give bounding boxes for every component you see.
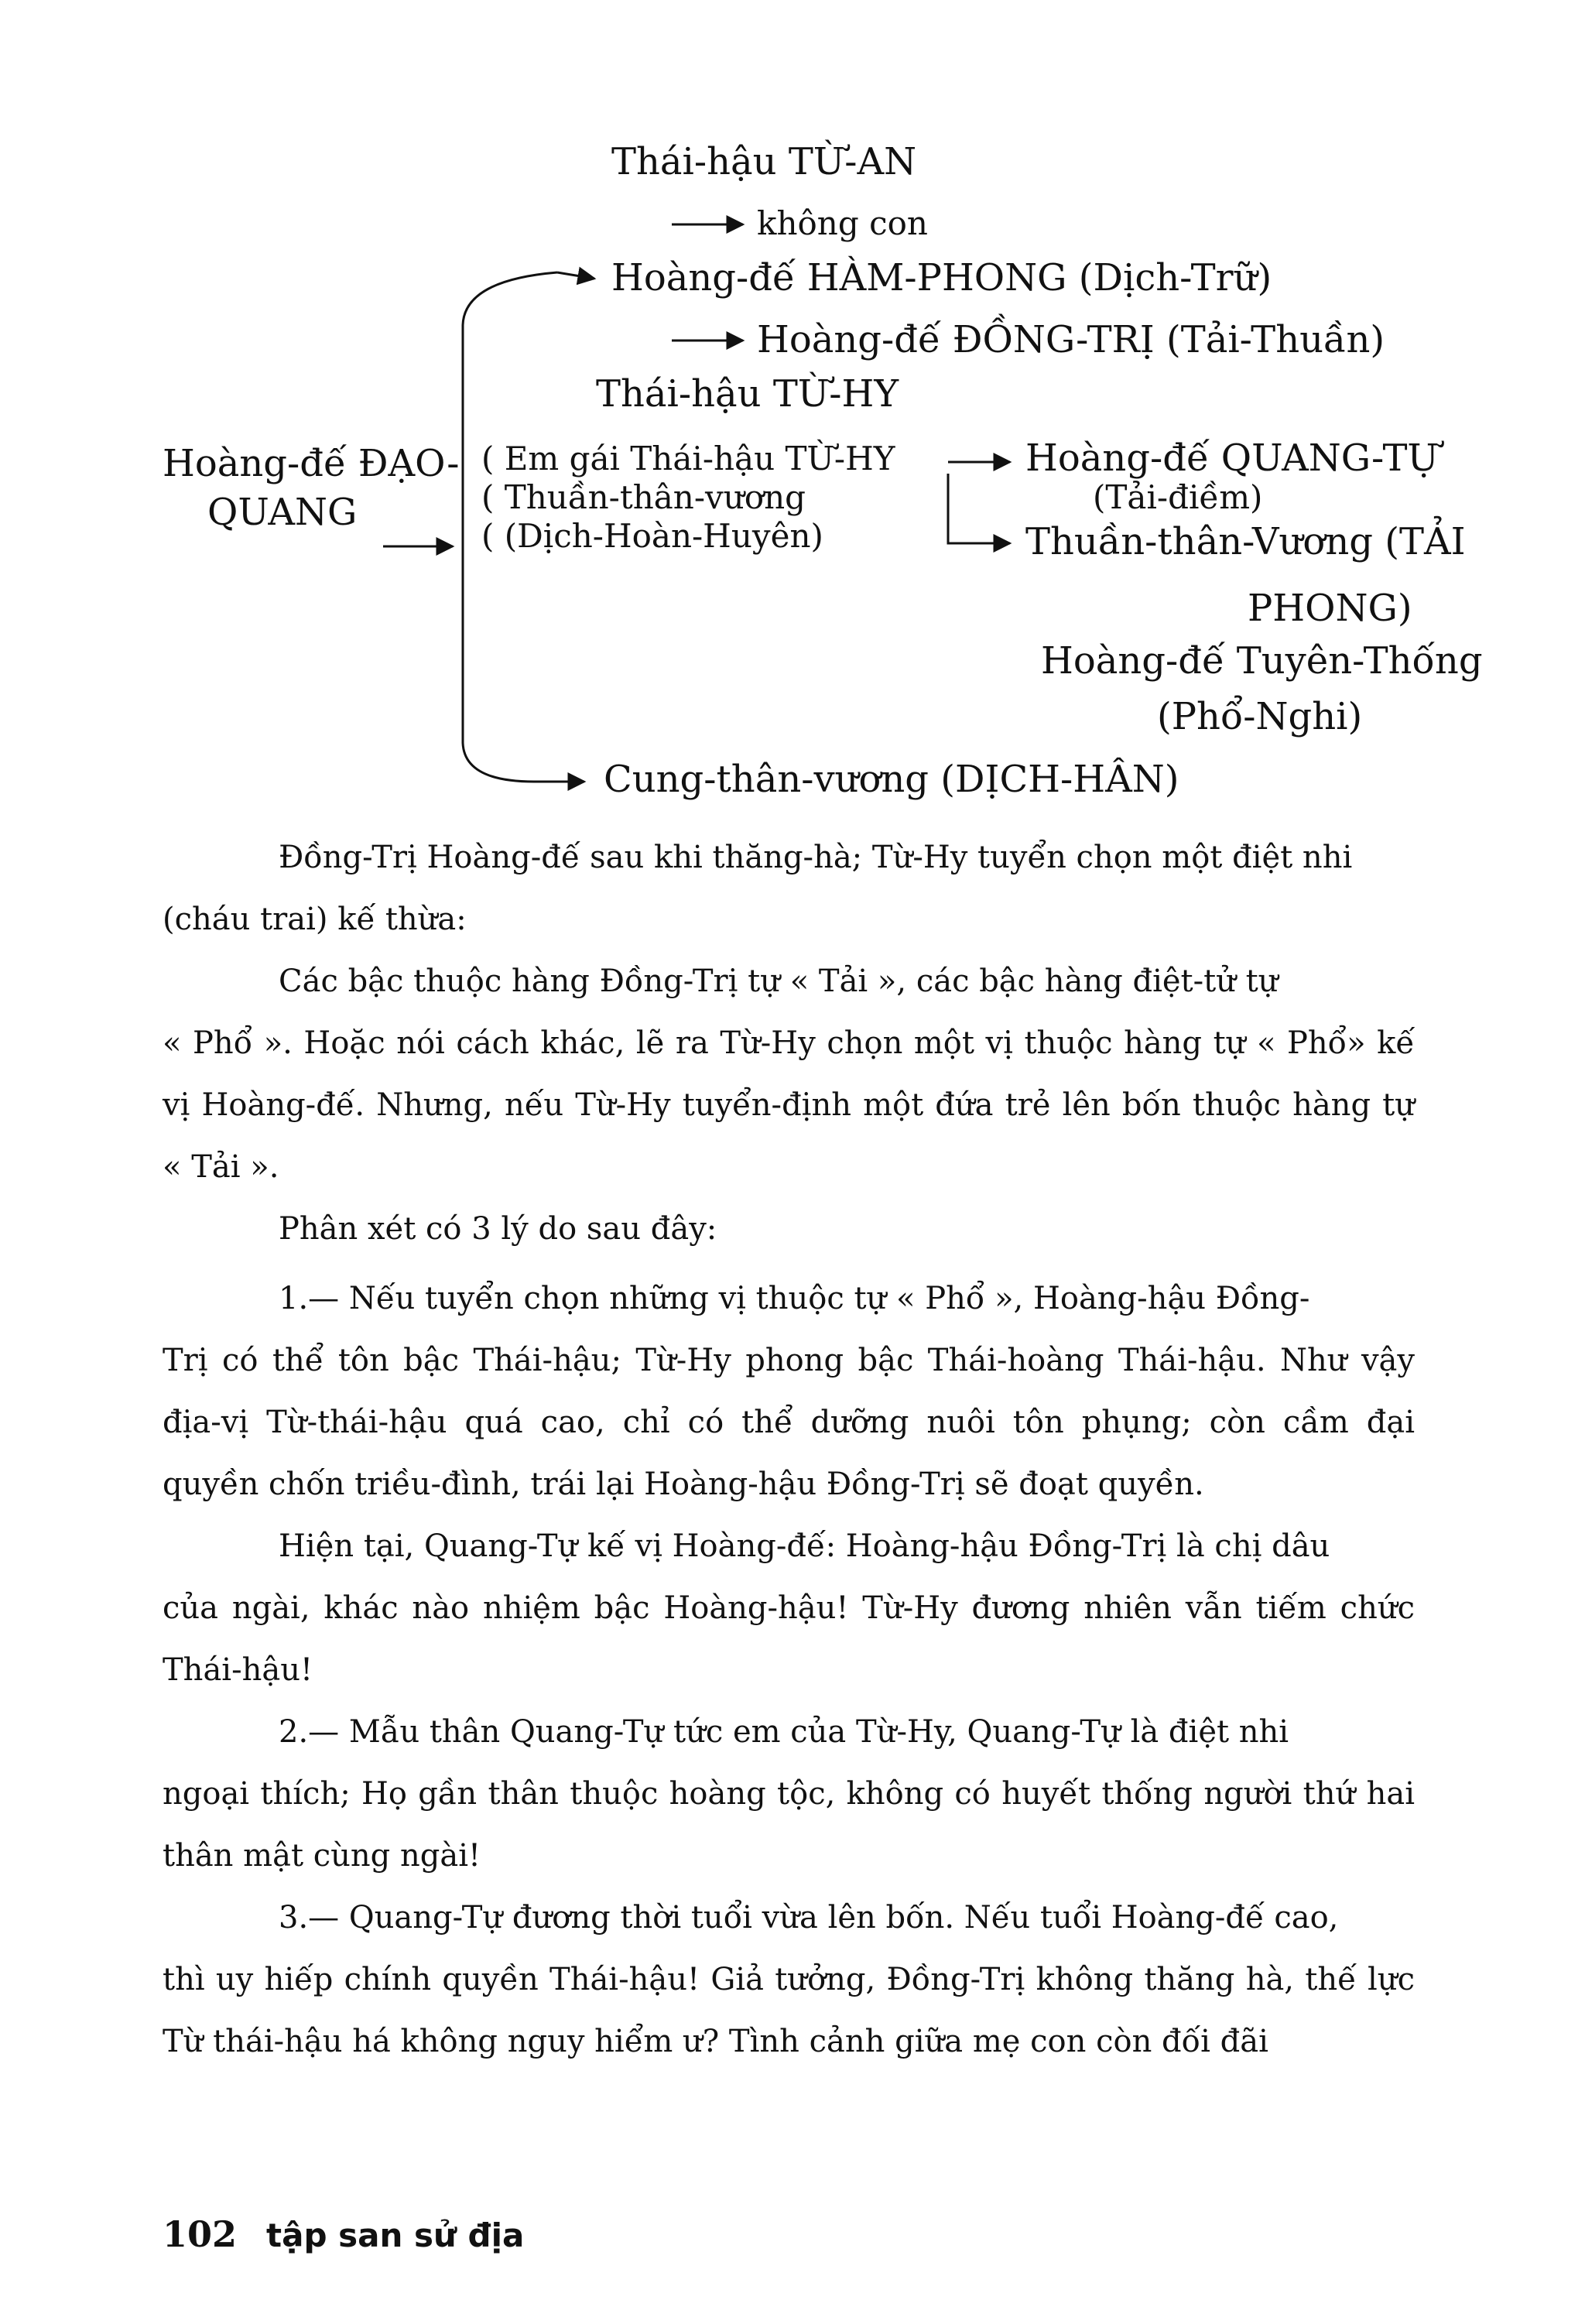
- paragraph-4: 1.— Nếu tuyển chọn những vị thuộc tự « Phổ », Hoàng-hậu Đồng- Trị có thể tôn bậc Thái-hậu; Từ-Hy phong bậc Thái-hoàng Thái-hậu. Như vậy địa-vị Từ-thái-hậu quá cao, chỉ có thể dưỡng nuôi tôn phụng; còn cầm đại quyền chốn triều-đình, trái lại Hoàng-hậu Đồng-Trị sẽ đoạt quyền.: [163, 1281, 1415, 1502]
- node-dong-tri: Hoàng-đế ĐỒNG-TRỊ (Tải-Thuần): [757, 318, 1385, 361]
- node-quang-tu: Hoàng-đế QUANG-TỰ: [1025, 436, 1439, 480]
- node-ham-phong: Hoàng-đế HÀM-PHONG (Dịch-Trữ): [611, 256, 1272, 299]
- brace-line-2: ( Thuần-thân-vương: [481, 478, 806, 516]
- page-number: 102: [163, 2213, 238, 2255]
- paragraph-6: 2.— Mẫu thân Quang-Tự tức em của Từ-Hy, Quang-Tự là điệt nhi ngoại thích; Họ gần thân thuộc hoàng tộc, không có huyết thống người thứ hai thân mật cùng ngài!: [163, 1714, 1415, 1874]
- paragraph-3: Phân xét có 3 lý do sau đây:: [279, 1211, 717, 1247]
- root-line-1: Hoàng-đế ĐẠO-: [163, 442, 460, 485]
- paragraph-2: Các bậc thuộc hàng Đồng-Trị tự « Tải », các bậc hàng điệt-tử tự « Phổ ». Hoặc nói cách khác, lẽ ra Từ-Hy chọn một vị thuộc hàng tự « Phổ» kế vị Hoàng-đế. Nhưng, nếu Từ-Hy tuyển-định một đứa trẻ lên bốn thuộc hàng tự « Tải ».: [163, 963, 1415, 1185]
- node-thuan-than-vuong: Thuần-thân-Vương (TẢI: [1025, 520, 1466, 563]
- node-tu-hy: Thái-hậu TỪ-HY: [596, 372, 899, 416]
- node-cung-than-vuong: Cung-thân-vương (DỊCH-HÂN): [604, 758, 1179, 801]
- paragraph-5: Hiện tại, Quang-Tự kế vị Hoàng-đế: Hoàng-hậu Đồng-Trị là chị dâu của ngài, khác nào nhiệm bậc Hoàng-hậu! Từ-Hy đương nhiên vẫn tiếm chức Thái-hậu!: [163, 1528, 1415, 1688]
- node-no-child: không con: [757, 204, 928, 242]
- brace-line-3: ( (Dịch-Hoàn-Huyên): [481, 517, 823, 555]
- node-pho-nghi: (Phổ-Nghi): [1157, 695, 1363, 738]
- arrow-thuan-than: [948, 474, 1010, 543]
- node-tuyen-thong: Hoàng-đế Tuyên-Thống: [1041, 639, 1483, 683]
- node-tai-diem: (Tải-điềm): [1093, 478, 1263, 516]
- publication-name: tập san sử địa: [266, 2216, 525, 2254]
- brace-line-1: ( Em gái Thái-hậu TỪ-HY: [481, 440, 895, 477]
- paragraph-1: Đồng-Trị Hoàng-đế sau khi thăng-hà; Từ-Hy tuyển chọn một điệt nhi (cháu trai) kế thừa:: [163, 840, 1353, 937]
- branch-ham-phong: [557, 272, 594, 279]
- node-tu-an: Thái-hậu TỪ-AN: [611, 140, 917, 183]
- node-phong: PHONG): [1248, 587, 1412, 630]
- paragraph-7: 3.— Quang-Tự đương thời tuổi vừa lên bốn. Nếu tuổi Hoàng-đế cao, thì uy hiếp chính quyền Thái-hậu! Giả tưởng, Đồng-Trị không thăng hà, thế lực Từ thái-hậu há không nguy hiểm ư? Tình cảnh giữa mẹ con còn đối đãi: [163, 1900, 1415, 2059]
- root-line-2: QUANG: [207, 491, 358, 534]
- page-footer: [163, 2213, 524, 2255]
